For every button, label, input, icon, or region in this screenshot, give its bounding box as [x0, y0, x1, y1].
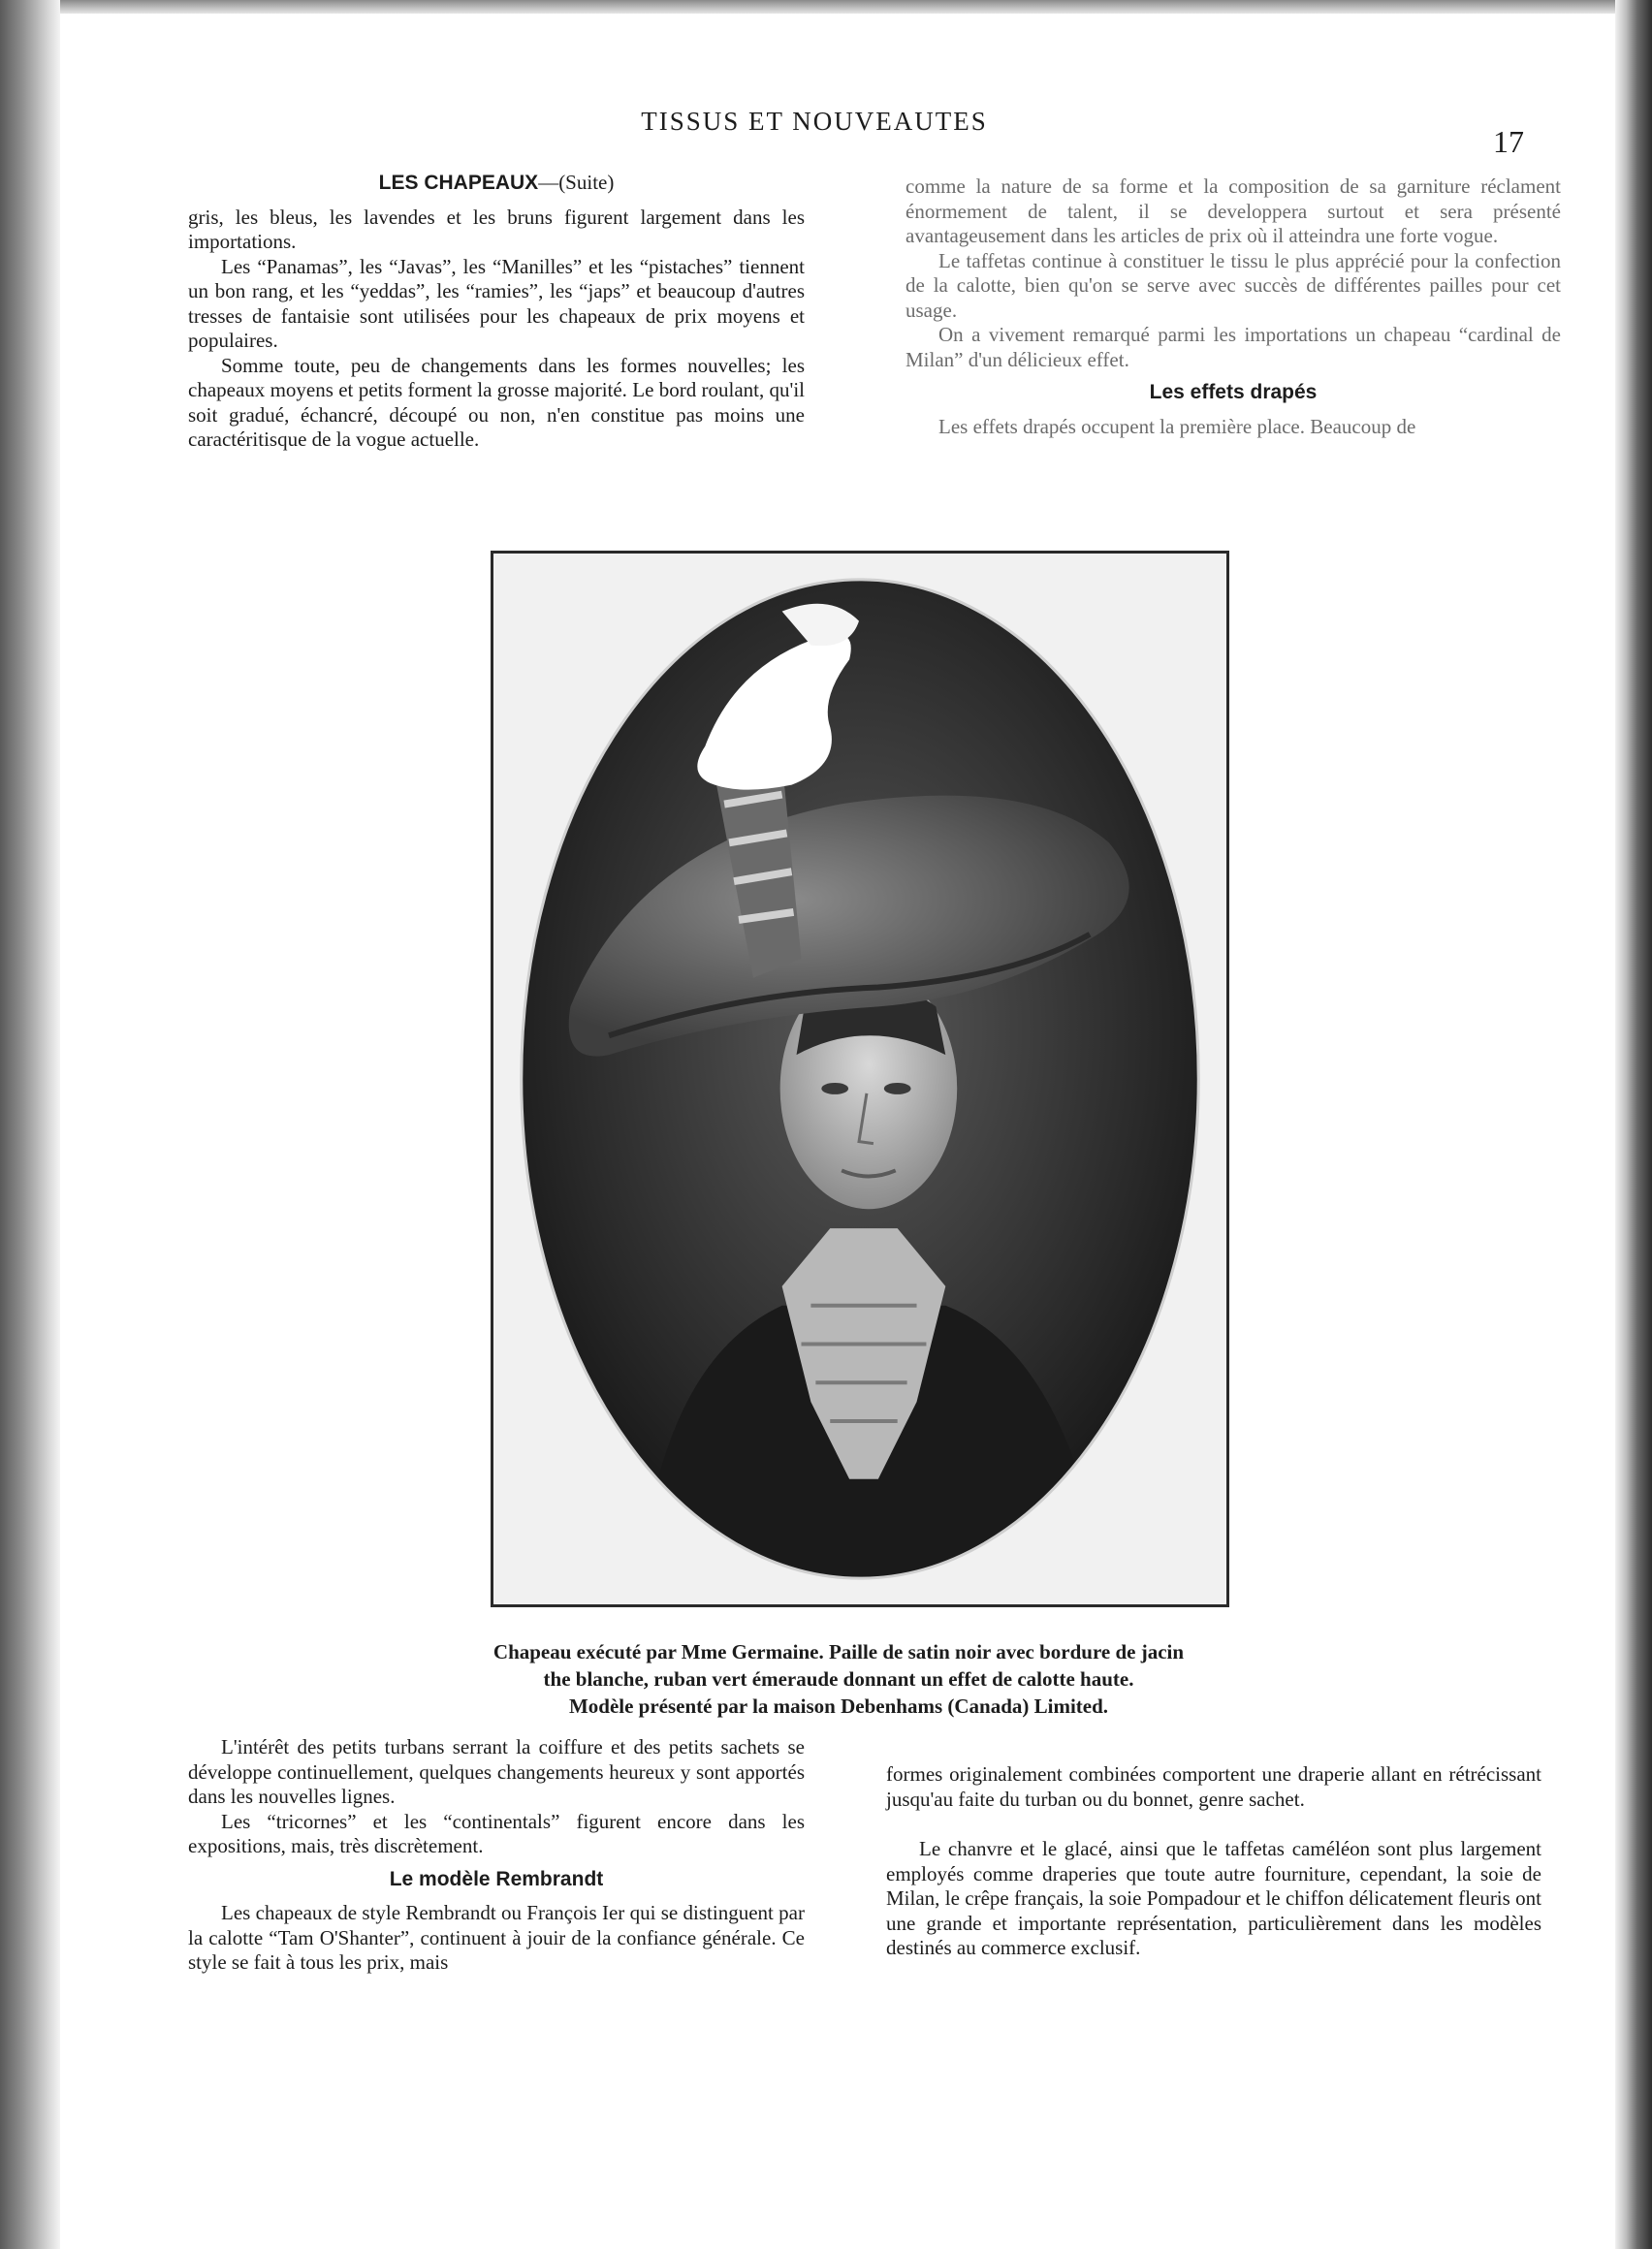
book-binding-edge: [1615, 0, 1652, 2249]
paragraph: Le taffetas continue à constituer le tissu le plus apprécié pour la confection de la calotte, bien qu'on se serve avec succès de différentes pailles pour cet usage.: [905, 248, 1561, 322]
paragraph: Les effets drapés occupent la première place. Beaucoup de: [938, 414, 1416, 438]
paragraph: comme la nature de sa forme et la composition de sa garniture réclament énormement de talent, il se developpera surtout et sera présenté avantageusement dans les articles de prix où il atteindra une forte vogue.: [905, 174, 1561, 247]
top-left-column: [188, 163, 805, 453]
page-top-edge: [60, 0, 1652, 14]
section-heading-chapeaux: [188, 171, 805, 196]
paragraph: Les “tricornes” et les “continentals” figurent encore dans les expositions, mais, très discrètement.: [188, 1809, 805, 1857]
heading-text: LES CHAPEAUX: [378, 172, 539, 194]
figure-caption: [427, 1638, 1251, 1720]
running-title: TISSUS ET NOUVEAUTES: [641, 107, 988, 136]
paragraph: Somme toute, peu de changements dans les formes nouvelles; les chapeaux moyens et petits forment la grosse majorité. Le bord roulant, qu'il soit gradué, échancré, découpé ou non, n'en constitue pas moins une caractéritisque de la vogue actuelle.: [188, 353, 805, 451]
top-right-column: [905, 174, 1561, 439]
bottom-right-column: [886, 1762, 1541, 1961]
paragraph: Le chanvre et le glacé, ainsi que le taffetas caméléon sont plus largement employés comme draperies que toute autre fourniture, cependant, la soie de Milan, le crêpe français, la soie Pompadour et le chiffon délicatement fleuris ont une grande et importante représentation, particulièrement dans les modèles destinés au commerce exclusif.: [886, 1837, 1541, 1959]
paragraph: On a vivement remarqué parmi les importations un chapeau “cardinal de Milan” d'un délicieux effet.: [905, 323, 1561, 371]
paragraph: Les “Panamas”, les “Javas”, les “Manilles” et les “pistaches” tiennent un bon rang, et les “yeddas”, les “ramies”, les “japs” et beaucoup d'autres tresses de fantaisie sont utilisées pour les chapeaux de prix moyens et populaires.: [188, 254, 805, 352]
bottom-left-column: [188, 1735, 805, 1976]
paragraph: L'intérêt des petits turbans serrant la coiffure et des petits sachets se développe continuellement, quelques changements heureux y sont apportés dans les nouvelles lignes.: [188, 1735, 805, 1808]
section-heading-rembrandt: Le modèle Rembrandt: [389, 1867, 604, 1890]
caption-line: Chapeau exécuté par Mme Germaine. Paille de satin noir avec bordure de jacin: [492, 1640, 1185, 1663]
paragraph: Les chapeaux de style Rembrandt ou François Ier qui se distinguent par la calotte “Tam O'Shanter”, continuent à jouir de la confiance générale. Ce style se fait à tous les prix, mais: [188, 1901, 805, 1974]
caption-line: Modèle présenté par la maison Debenhams (Canada) Limited.: [568, 1695, 1109, 1718]
paragraph: gris, les bleus, les lavendes et les bruns figurent largement dans les importations.: [188, 205, 805, 253]
caption-line: the blanche, ruban vert émeraude donnant un effet de calotte haute.: [543, 1667, 1134, 1691]
portrait-photograph: [491, 551, 1229, 1607]
paragraph: formes originalement combinées comportent une draperie allant en rétrécissant jusqu'au faite du turban ou du bonnet, genre sachet.: [886, 1762, 1541, 1811]
page-gutter-shadow: [0, 0, 60, 2249]
page-number: 17: [1493, 124, 1524, 159]
section-heading-effets-drapes: Les effets drapés: [1149, 381, 1318, 403]
heading-suffix: —(Suite): [538, 171, 615, 194]
portrait-illustration: [493, 554, 1226, 1604]
